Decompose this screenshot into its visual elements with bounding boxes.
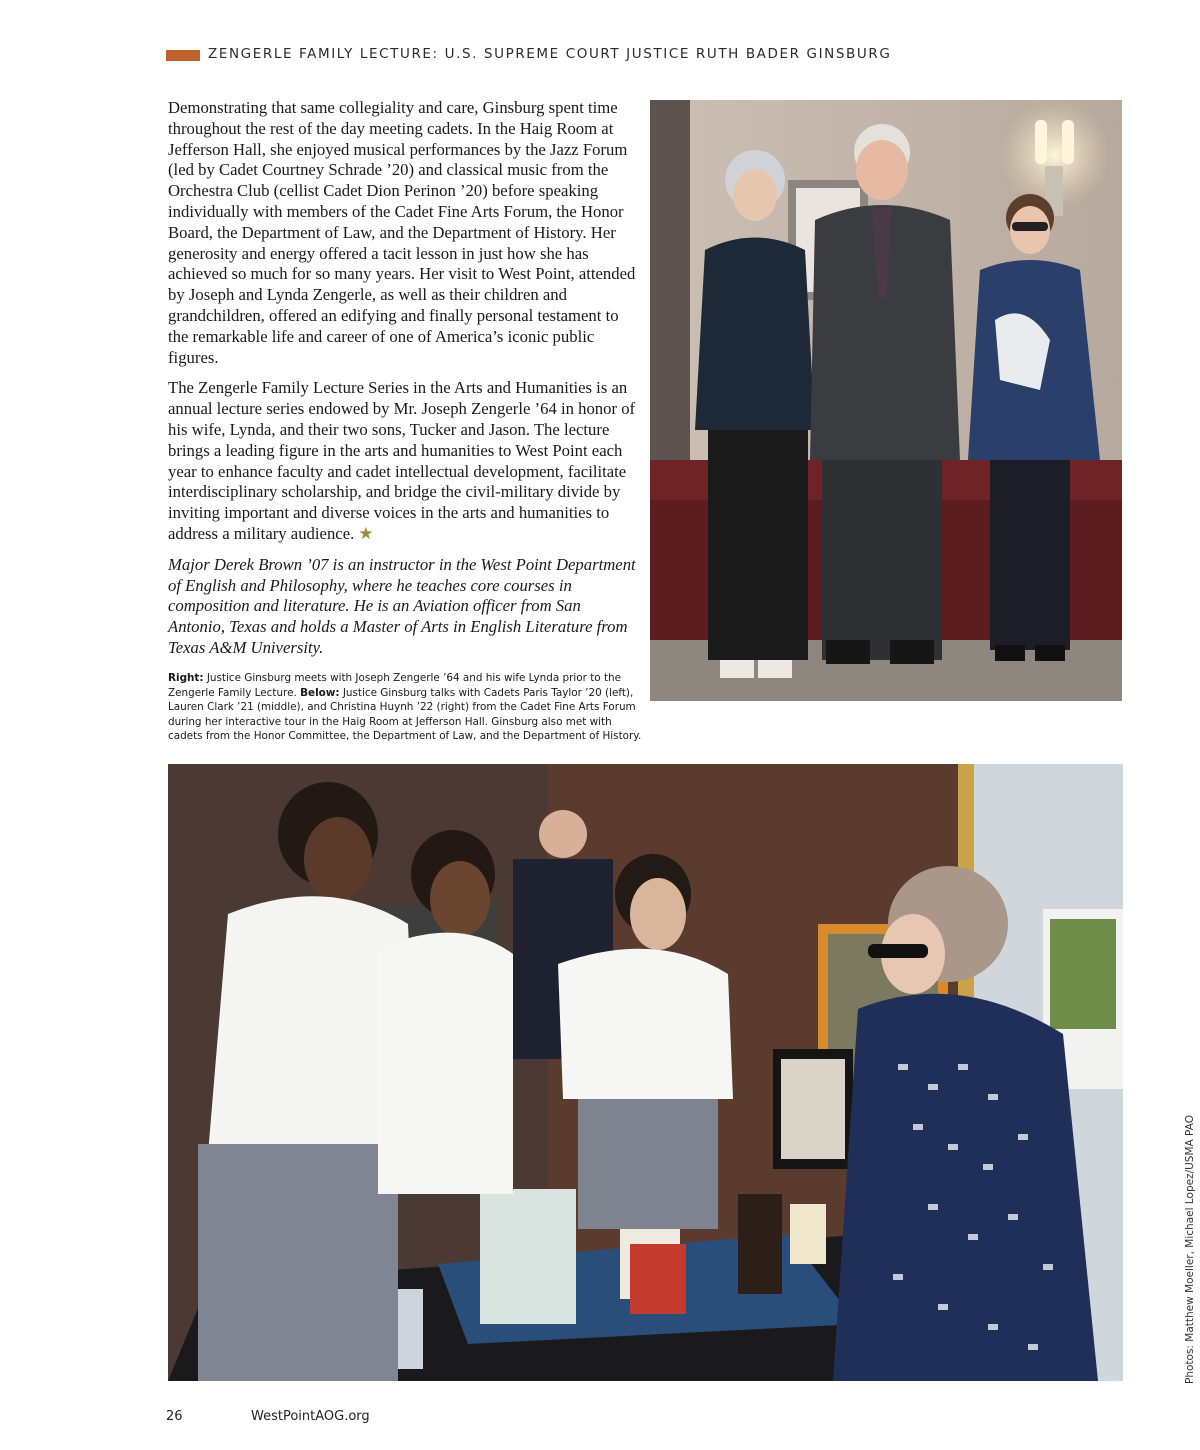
paragraph-1: Demonstrating that same collegiality and care, Ginsburg spent time throughout the rest of the day meeting cadets. In the Haig Room at Jefferson Hall, she enjoyed musical performances by the Jazz Forum (led by Cadet Courtney Schrade ’20) and classical music from the Orchestra Club (cellist Cadet Dion Perinon ’20) before speaking individually with members of the Cadet Fine Arts Forum, the Honor Board, the Department of Law, and the Department of History. Her generosity and energy offered a tacit lesson in just how she has achieved so much for so many years. Her visit to West Point, attended by Joseph and Lynda Zengerle, as well as their children and grandchildren, offered an edifying and finally personal testament to the remarkable life and career of one of America’s iconic public figures.	[168, 98, 636, 367]
caption-below-text: Justice Ginsburg talks with Cadets Paris Taylor ’20 (left), Lauren Clark ’21 (middle), and Christina Huynh ’22 (right) from the Cadet Fine Arts Forum during her interactive tour in the Haig Room at Jefferson Hall. Ginsburg also met with cadets from the Honor Committee, the Department of Law, and the Department of History.	[168, 686, 642, 743]
end-mark-star-icon: ★	[358, 523, 374, 543]
paragraph-2-text: The Zengerle Family Lecture Series in the Arts and Humanities is an annual lecture series endowed by Mr. Joseph Zengerle ’64 in honor of his wife, Lynda, and their two sons, Tucker and Jason. The lecture brings a leading figure in the arts and humanities to West Point each year to enhance faculty and cadet intellectual development, facilitate interdisciplinary scholarship, and bridge the civil-military divide by inviting important and diverse voices in the arts and humanities to address a military audience.	[168, 378, 636, 543]
photo-credit: Photos: Matthew Moeller, Michael Lopez/USMA PAO	[1184, 1115, 1196, 1384]
footer-site: WestPointAOG.org	[251, 1409, 370, 1424]
caption-right-label: Right:	[168, 672, 204, 684]
caption-below-label: Below:	[300, 686, 340, 699]
header-accent-bar	[166, 50, 200, 61]
photo-ginsburg-with-zengerles	[650, 100, 1122, 701]
author-byline: Major Derek Brown ’07 is an instructor in the West Point Department of English and Philosophy, where he teaches core courses in composition and literature. He is an Aviation officer from San Antonio, Texas and holds a Master of Arts in English Literature from Texas A&M University.	[168, 554, 636, 657]
paragraph-2	[168, 378, 640, 544]
running-header: ZENGERLE FAMILY LECTURE: U.S. SUPREME COURT JUSTICE RUTH BADER GINSBURG	[208, 46, 892, 62]
caption-right-text: Justice Ginsburg meets with Joseph Zengerle ’64 and his wife Lynda prior to the Zengerle Family Lecture.	[168, 672, 621, 699]
photo-ginsburg-with-cadets	[168, 764, 1123, 1381]
photo-caption	[168, 671, 646, 744]
article-body	[168, 98, 640, 669]
page-number: 26	[166, 1409, 183, 1424]
